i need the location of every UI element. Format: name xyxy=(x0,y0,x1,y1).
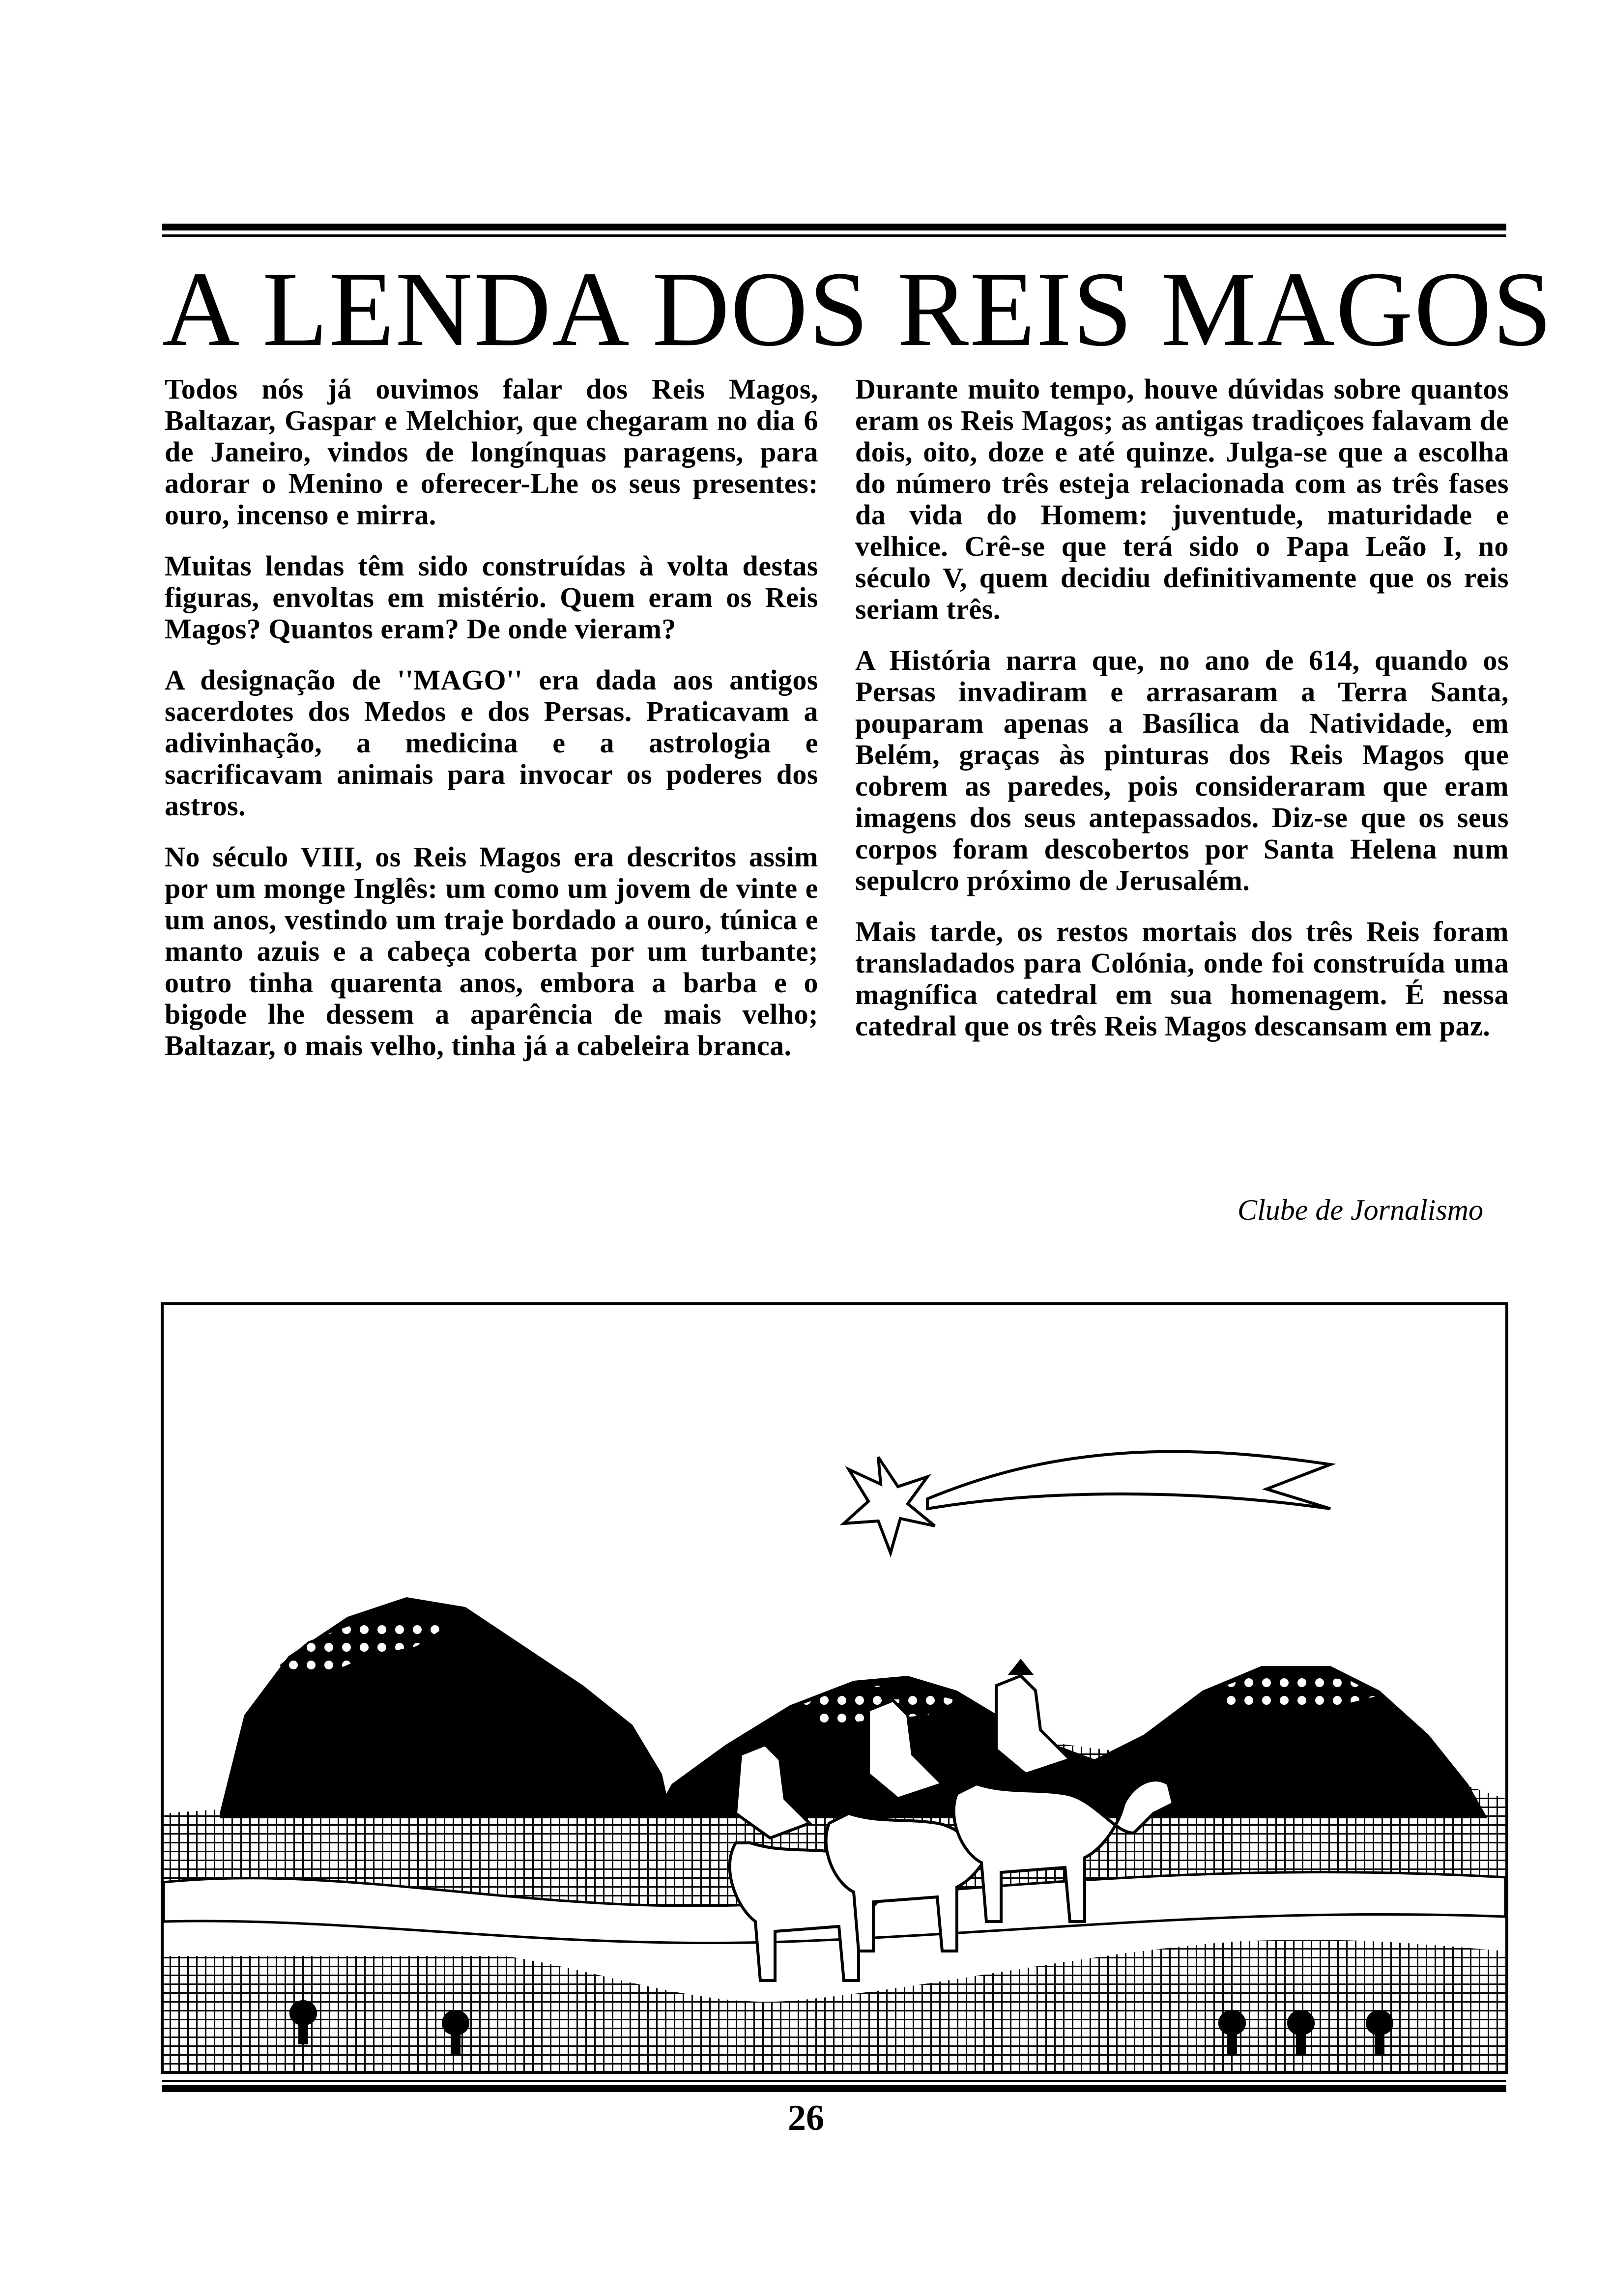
right-column xyxy=(855,373,1509,1062)
bottom-rule-thick xyxy=(162,2085,1506,2092)
paragraph: No século VIII, os Reis Magos era descritos assim por um monge Inglês: um como um jovem de vinte e um anos, vestindo um traje bordado a ouro, túnica e manto azuis e a cabeça coberta por um turbante; outro tinha quarenta anos, embora a barba e o bigode lhe dessem a aparência de mais velho; Baltazar, o mais velho, tinha já a cabeleira branca. xyxy=(165,841,818,1062)
paragraph: Durante muito tempo, houve dúvidas sobre quantos eram os Reis Magos; as antigas tradiçoes falavam de dois, oito, doze e até quinze. Julga-se que a escolha do número três esteja relacionada com as três fases da vida do Homem: juventude, maturidade e velhice. Crê-se que terá sido o Papa Leão I, no século V, quem decidiu definitivamente que os reis seriam três. xyxy=(855,373,1509,625)
top-rule-thick xyxy=(162,224,1506,230)
paragraph: A História narra que, no ano de 614, quando os Persas invadiram e arrasaram a Terra Santa, pouparam apenas a Basílica da Natividade, em Belém, graças às pinturas dos Reis Magos que cobrem as paredes, pois consideraram que eram imagens dos seus antepassados. Diz-se que os seus corpos foram descobertos por Santa Helena num sepulcro próximo de Jerusalém. xyxy=(855,644,1509,896)
page-number: 26 xyxy=(788,2098,824,2138)
top-rule-thin xyxy=(162,234,1506,237)
bottom-rule-thin xyxy=(162,2080,1506,2082)
paragraph: Muitas lendas têm sido construídas à volta destas figuras, envoltas em mistério. Quem eram os Reis Magos? Quantos eram? De onde vieram? xyxy=(165,550,818,645)
article-title: A LENDA DOS REIS MAGOS xyxy=(162,250,1553,369)
paragraph: A designação de ''MAGO'' era dada aos antigos sacerdotes dos Medos e dos Persas. Praticavam a adivinhação, a medicina e a astrologia e sacrificavam animais para invocar os poderes dos astros. xyxy=(165,664,818,822)
paragraph: Todos nós já ouvimos falar dos Reis Magos, Baltazar, Gaspar e Melchior, que chegaram no dia 6 de Janeiro, vindos de longínquas paragens, para adorar o Menino e oferecer-Lhe os seus presentes: ouro, incenso e mirra. xyxy=(165,373,818,531)
paragraph: Mais tarde, os restos mortais dos três Reis foram transladados para Colónia, onde foi construída uma magnífica catedral em sua homenagem. É nessa catedral que os três Reis Magos descansam em paz. xyxy=(855,916,1509,1042)
left-column xyxy=(165,373,818,1081)
illustration xyxy=(161,1302,1508,2074)
signature: Clube de Jornalismo xyxy=(1238,1194,1483,1226)
